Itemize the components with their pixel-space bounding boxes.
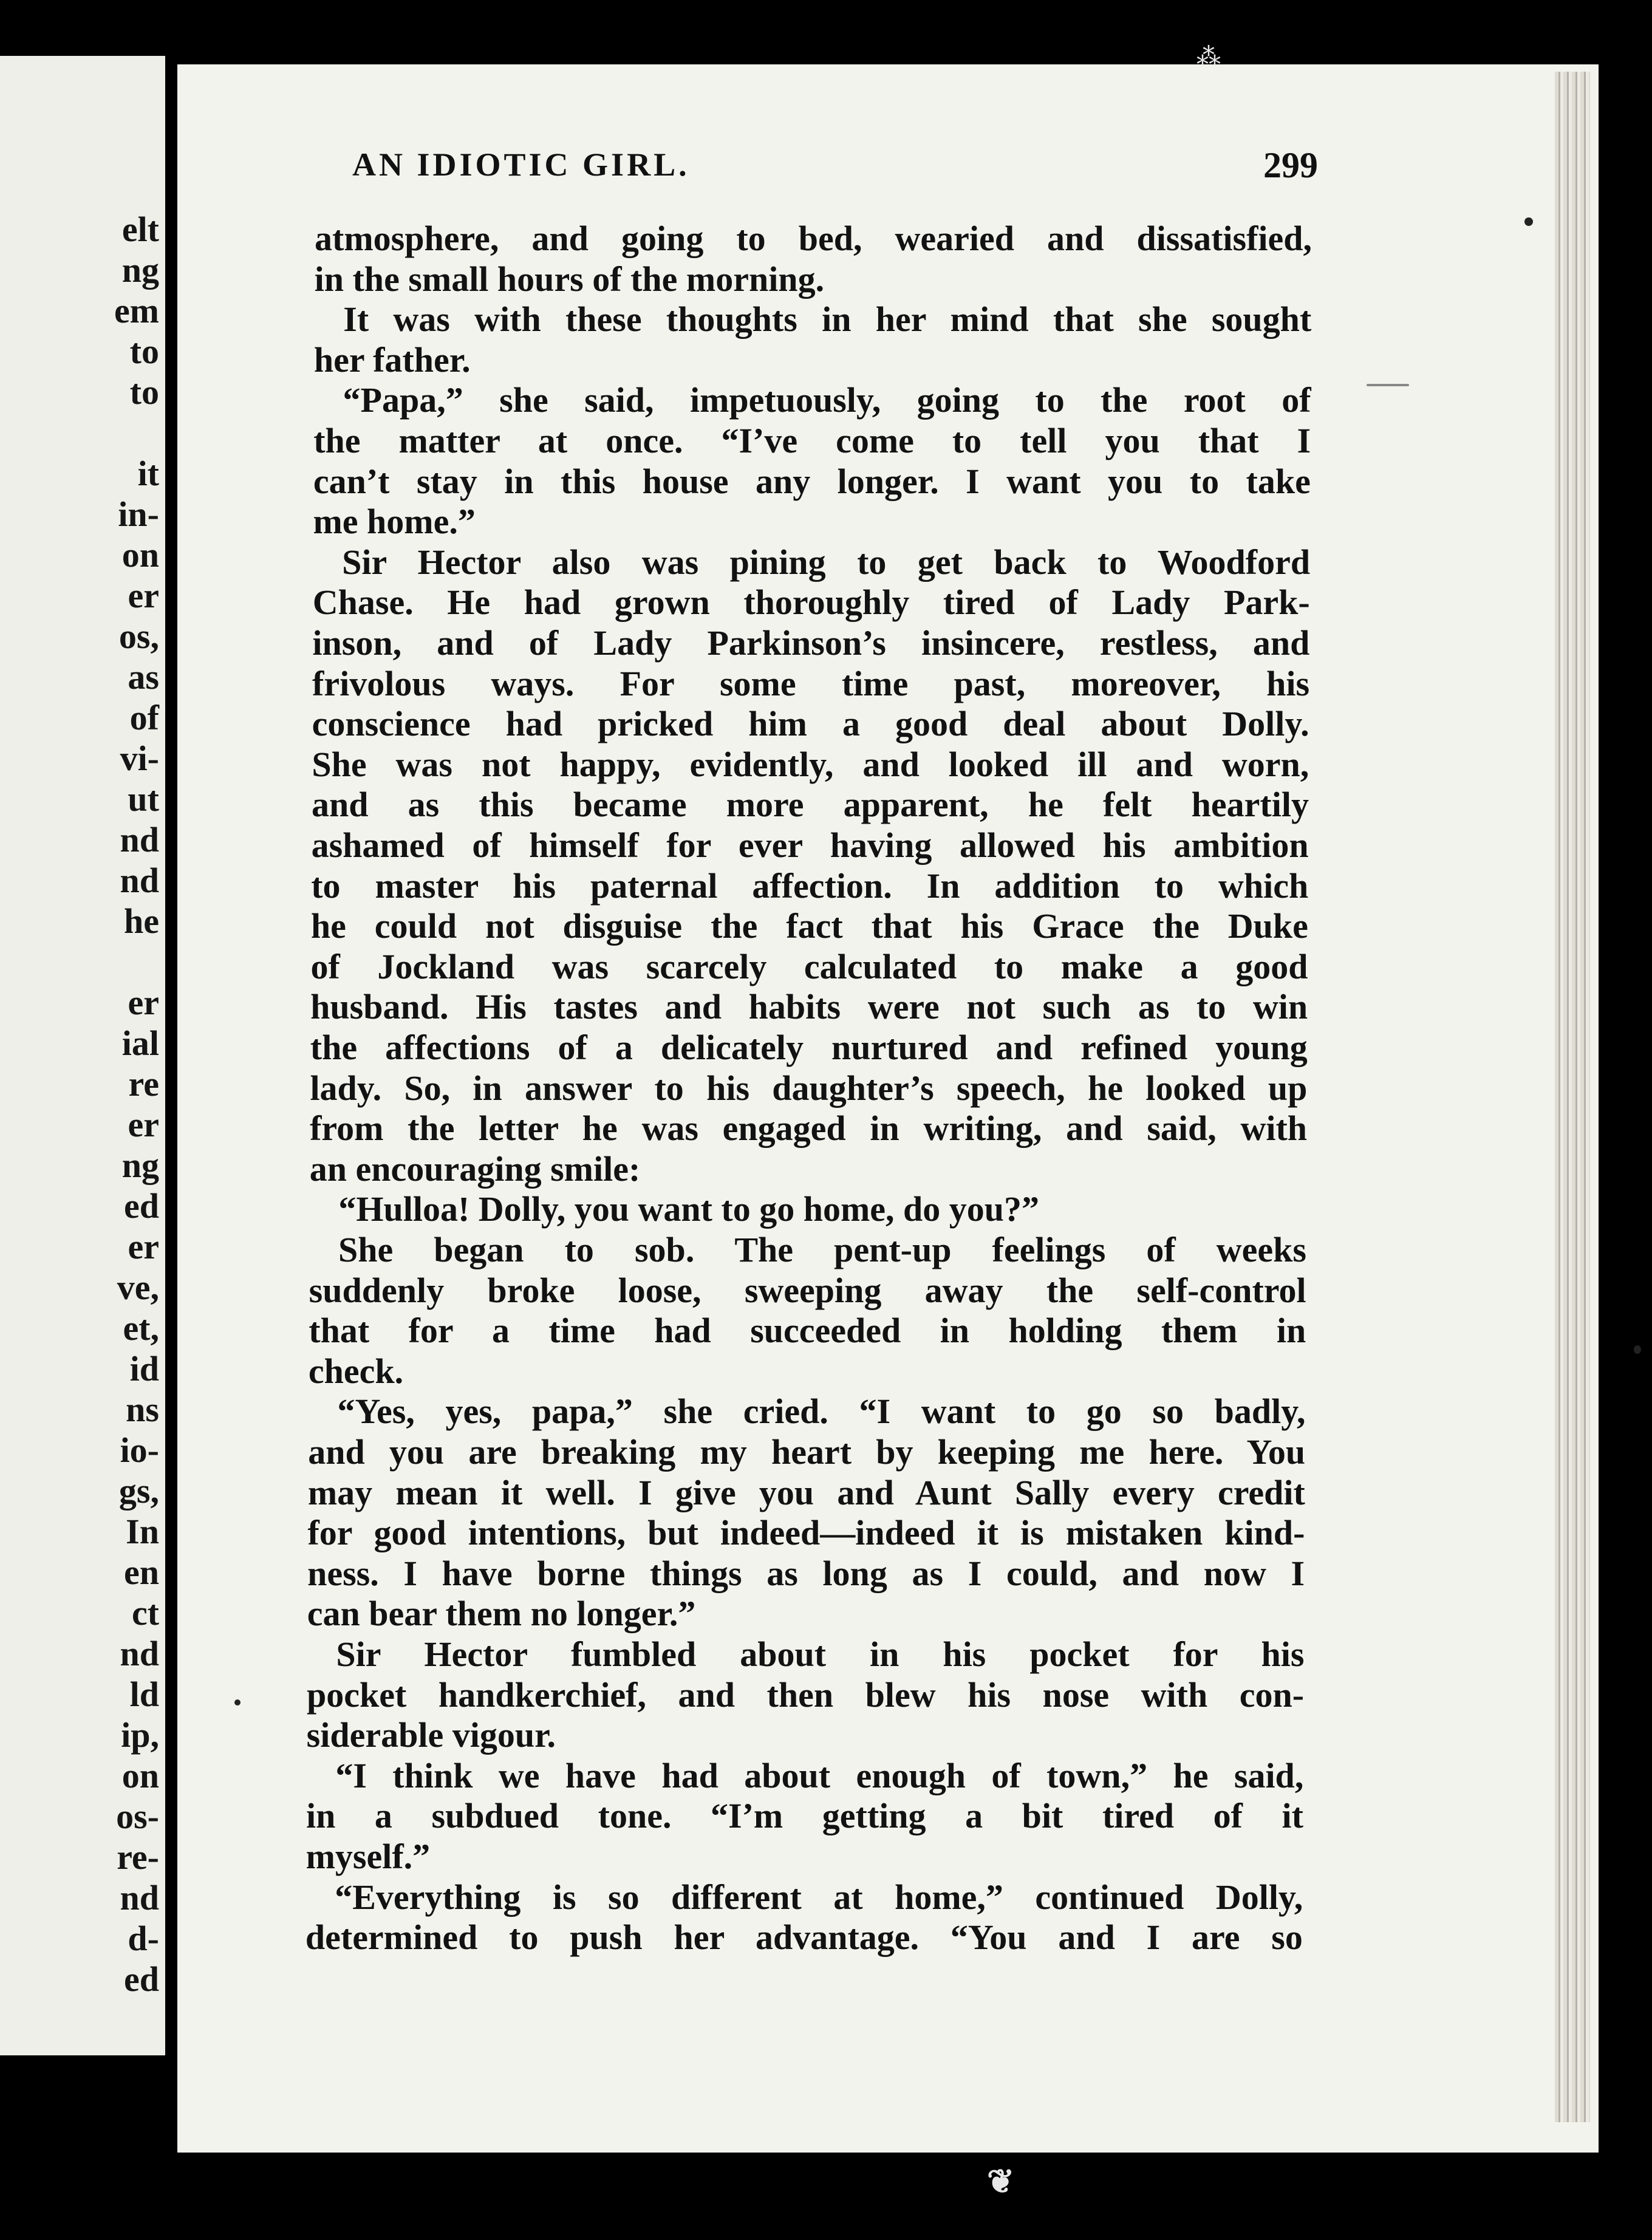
facing-page-fragment-line: re [128,1064,159,1104]
facing-page-fragment-line: ut [128,779,159,819]
text-line: siderable vigour. [306,1715,556,1755]
facing-page-fragment-line: ng [121,1146,159,1185]
text-line: frivolous ways. For some time past, moreover, his [312,663,1310,703]
text-line: check. [308,1351,404,1391]
scan-artifact-bottom: ❦ [987,2163,1015,2200]
facing-page-fragment-line: re- [117,1837,159,1877]
text-line: myself.” [305,1837,431,1876]
facing-page-fragment-line: to [129,372,159,412]
facing-page-fragment-line: of [129,698,159,737]
scan-speck [1367,384,1409,386]
text-line: “Everything is so different at home,” continued Dolly, [335,1877,1303,1917]
facing-page-fragment-line: nd [120,820,159,859]
text-line: he could not disguise the fact that his Grace the Duke [310,906,1308,946]
facing-page-fragment-line: d- [128,1919,159,1958]
text-line: can bear them no longer.” [307,1594,696,1634]
running-head: AN IDIOTIC GIRL. [352,146,690,183]
text-line: an encouraging smile: [309,1149,641,1189]
facing-page-fragment-line: nd [120,1878,159,1917]
text-line: lady. So, in answer to his daughter’s speech, he looked up [310,1068,1308,1108]
text-line: for good intentions, but indeed—indeed it is mistaken kind- [307,1513,1305,1553]
scan-speck [234,1699,241,1706]
text-line: “Yes, yes, papa,” she cried. “I want to go so badly, [337,1391,1306,1432]
text-line: can’t stay in this house any longer. I want you to take [313,461,1311,501]
scan-artifact-top: ⁂ [1196,43,1221,70]
facing-page-text [114,209,159,1999]
text-line: conscience had pricked him a good deal about Dolly. [312,704,1309,744]
text-line: suddenly broke loose, sweeping away the self-control [309,1270,1306,1310]
facing-page-fragment-line: he [124,901,159,941]
text-line: ashamed of himself for ever having allowed his ambition [311,825,1309,865]
facing-page-fragment-line: in- [118,494,159,534]
text-line: “Hulloa! Dolly, you want to go home, do you?” [338,1189,1040,1229]
facing-page-fragment-line: In [126,1512,159,1551]
facing-page-fragment-line: ed [124,1959,159,1999]
text-line: inson, and of Lady Parkinson’s insincere, restless, and [312,623,1310,663]
text-line: pocket handkerchief, and then blew his nose with con- [307,1675,1305,1715]
facing-page-fragment-line: on [121,535,159,575]
scan-speck [1524,217,1533,226]
facing-page-fragment-line: em [114,291,159,330]
text-line: in a subdued tone. “I’m getting a bit tired of it [305,1796,1303,1836]
text-line: She began to sob. The pent-up feelings of weeks [338,1230,1306,1269]
page-edges [1555,72,1590,2122]
facing-page-fragment-line: ed [124,1186,159,1226]
text-line: her father. [313,340,471,380]
text-line: in the small hours of the morning. [314,259,825,299]
facing-page-fragment-line: io- [120,1430,159,1470]
facing-page-fragment [0,56,165,2055]
facing-page-fragment-line: as [128,657,159,697]
text-line: Chase. He had grown thoroughly tired of Lady Park- [312,582,1310,623]
text-line: “Papa,” she said, impetuously, going to the root of [343,380,1311,420]
text-line: She was not happy, evidently, and looked ill and worn, [312,744,1309,784]
facing-page-fragment-line [114,941,159,982]
text-line: to master his paternal affection. In addition to which [311,866,1309,906]
facing-page-fragment-line: et, [123,1308,159,1348]
facing-page-fragment-line: er [128,1227,159,1266]
text-line: that for a time had succeeded in holding them in [309,1311,1306,1351]
text-line: of Jockland was scarcely calculated to make a good [310,946,1308,986]
text-line: It was with these thoughts in her mind that she sought [343,299,1312,340]
text-line: from the letter he was engaged in writing, and said, with [310,1108,1308,1149]
facing-page-fragment-line: ial [121,1023,159,1063]
scan-speck [1634,1345,1641,1354]
facing-page-fragment-line: er [128,1105,159,1144]
facing-page-fragment-line: to [129,332,159,371]
text-line: me home.” [313,502,476,542]
facing-page-fragment-line: gs, [118,1471,159,1511]
text-line: ness. I have borne things as long as I could, and now I [307,1553,1305,1593]
facing-page-fragment-line: elt [121,210,159,249]
text-line: the matter at once. “I’ve come to tell you that I [313,421,1311,460]
text-line: Sir Hector also was pining to get back to Woodford [342,542,1311,582]
text-line: husband. His tastes and habits were not such as to win [310,987,1308,1027]
text-line: may mean it well. I give you and Aunt Sally every credit [307,1472,1305,1512]
facing-page-fragment-line: ct [131,1593,159,1633]
facing-page-fragment-line: it [137,454,159,493]
facing-page-fragment-line: os, [118,616,159,656]
facing-page-fragment-line: en [124,1552,159,1592]
facing-page-fragment-line: ng [121,250,159,290]
facing-page-fragment-line: ve, [117,1268,159,1307]
page-number: 299 [1263,145,1318,185]
text-line: and as this became more apparent, he felt heartily [311,785,1309,825]
facing-page-fragment-line: er [128,983,159,1022]
facing-page-fragment-line: nd [120,861,159,900]
facing-page-fragment-line: id [129,1349,159,1388]
facing-page-fragment-line: ns [126,1390,159,1429]
facing-page-fragment-line: vi- [120,739,159,778]
text-line: determined to push her advantage. “You and I are so [305,1917,1303,1958]
facing-page-fragment-line: ip, [121,1715,159,1755]
text-line: “I think we have had about enough of town,” he said, [335,1755,1304,1795]
text-line: the affections of a delicately nurtured and refined young [310,1028,1308,1067]
facing-page-fragment-line [114,412,159,453]
facing-page-fragment-line: ld [129,1675,159,1714]
facing-page-fragment-line: er [128,576,159,615]
facing-page-fragment-line: nd [120,1634,159,1673]
text-line: and you are breaking my heart by keeping me here. You [308,1432,1306,1472]
text-line: atmosphere, and going to bed, wearied and dissatisfied, [315,219,1312,258]
facing-page-fragment-line: os- [116,1797,159,1836]
facing-page-fragment-line: on [121,1756,159,1795]
text-line: Sir Hector fumbled about in his pocket for his [336,1634,1305,1674]
